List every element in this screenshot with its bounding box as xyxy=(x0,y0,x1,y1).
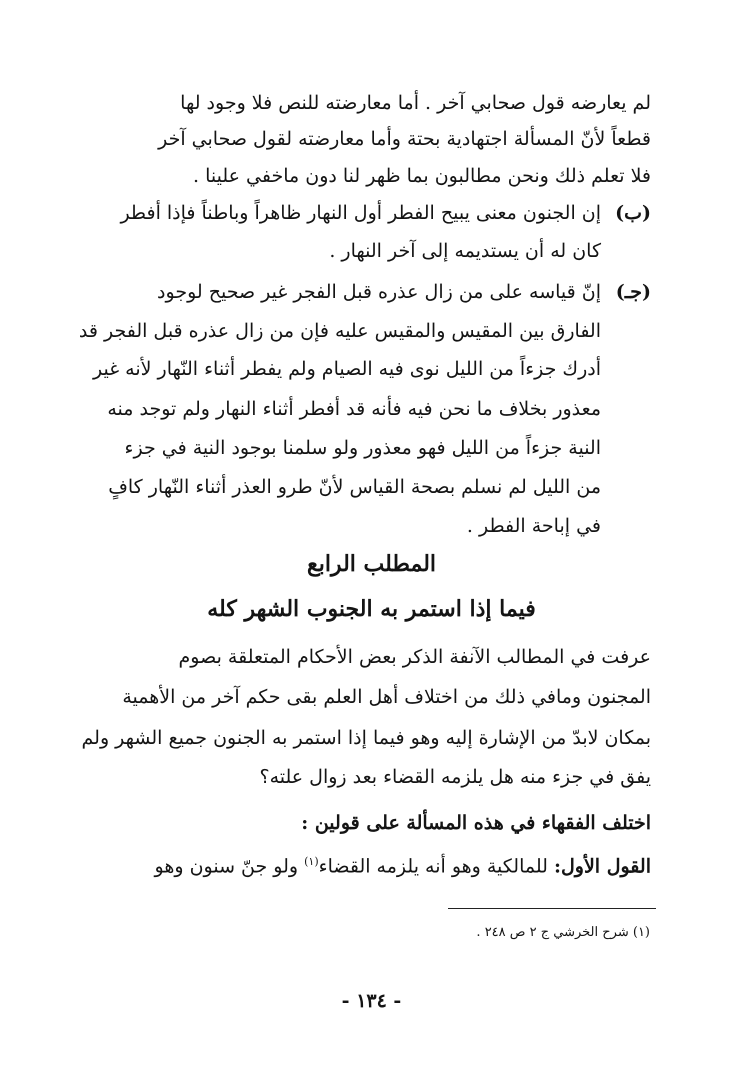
section-subtitle: فيما إذا استمر به الجنوب الشهر كله xyxy=(207,596,536,622)
footnote-divider xyxy=(448,908,656,909)
first-opinion-line xyxy=(155,855,651,878)
opinions-intro: اختلف الفقهاء في هذه المسألة على قولين : xyxy=(301,812,651,834)
text-line: فلا تعلم ذلك ونحن مطالبون بما ظهر لنا دون ماخفي علينا . xyxy=(193,165,651,187)
text-line: من الليل لم نسلم بصحة القياس لأنّ طرو العذر أثناء النّهار كافٍ xyxy=(108,476,601,498)
page-number: - ١٣٤ - xyxy=(341,990,402,1012)
first-opinion-text-cont: ولو جنّ سنون وهو xyxy=(154,855,299,878)
text-line: معذور بخلاف ما نحن فيه فأنه قد أفطر أثناء النهار ولم توجد منه xyxy=(107,398,601,420)
item-marker-b: (ب) xyxy=(615,202,651,224)
text-line: بمكان لابدّ من الإشارة إليه وهو فيما إذا استمر به الجنون جميع الشهر ولم xyxy=(81,727,651,749)
text-line: أدرك جزءاً من الليل نوى فيه الصيام ولم يفطر أثناء النّهار لأنه غير xyxy=(92,358,601,380)
first-opinion-text: للمالكية وهو أنه يلزمه القضاء xyxy=(318,855,548,878)
text-line: النية جزءاً من الليل فهو معذور ولو سلمنا بوجود النية في جزء xyxy=(124,437,601,459)
text-line: يفق في جزء منه هل يلزمه القضاء بعد زوال علته؟ xyxy=(259,766,651,788)
text-line: المجنون ومافي ذلك من اختلاف أهل العلم بقى حكم آخر من الأهمية xyxy=(122,686,651,708)
first-opinion-label: القول الأول: xyxy=(553,855,651,878)
text-line: إنّ قياسه على من زال عذره قبل الفجر غير صحيح لوجود xyxy=(157,281,601,303)
text-line: لم يعارضه قول صحابي آخر . أما معارضته للنص فلا وجود لها xyxy=(180,92,651,114)
text-line: عرفت في المطالب الآنفة الذكر بعض الأحكام المتعلقة بصوم xyxy=(178,646,651,668)
section-title: المطلب الرابع xyxy=(306,551,437,577)
text-line: كان له أن يستديمه إلى آخر النهار . xyxy=(329,240,601,262)
text-line: الفارق بين المقيس والمقيس عليه فإن من زال عذره قبل الفجر قد xyxy=(78,320,601,342)
text-line: إن الجنون معنى يبيح الفطر أول النهار ظاهراً وباطناً فإذا أفطر xyxy=(120,202,601,224)
text-line: قطعاً لأنّ المسألة اجتهادية بحتة وأما معارضته لقول صحابي آخر xyxy=(158,128,651,150)
text-line: في إباحة الفطر . xyxy=(466,515,601,537)
item-marker-j: (جـ) xyxy=(615,281,651,303)
footnote-reference: (١) xyxy=(304,855,319,868)
footnote-text: (١) شرح الخرشي ج ٢ ص ٢٤٨ . xyxy=(476,925,650,940)
